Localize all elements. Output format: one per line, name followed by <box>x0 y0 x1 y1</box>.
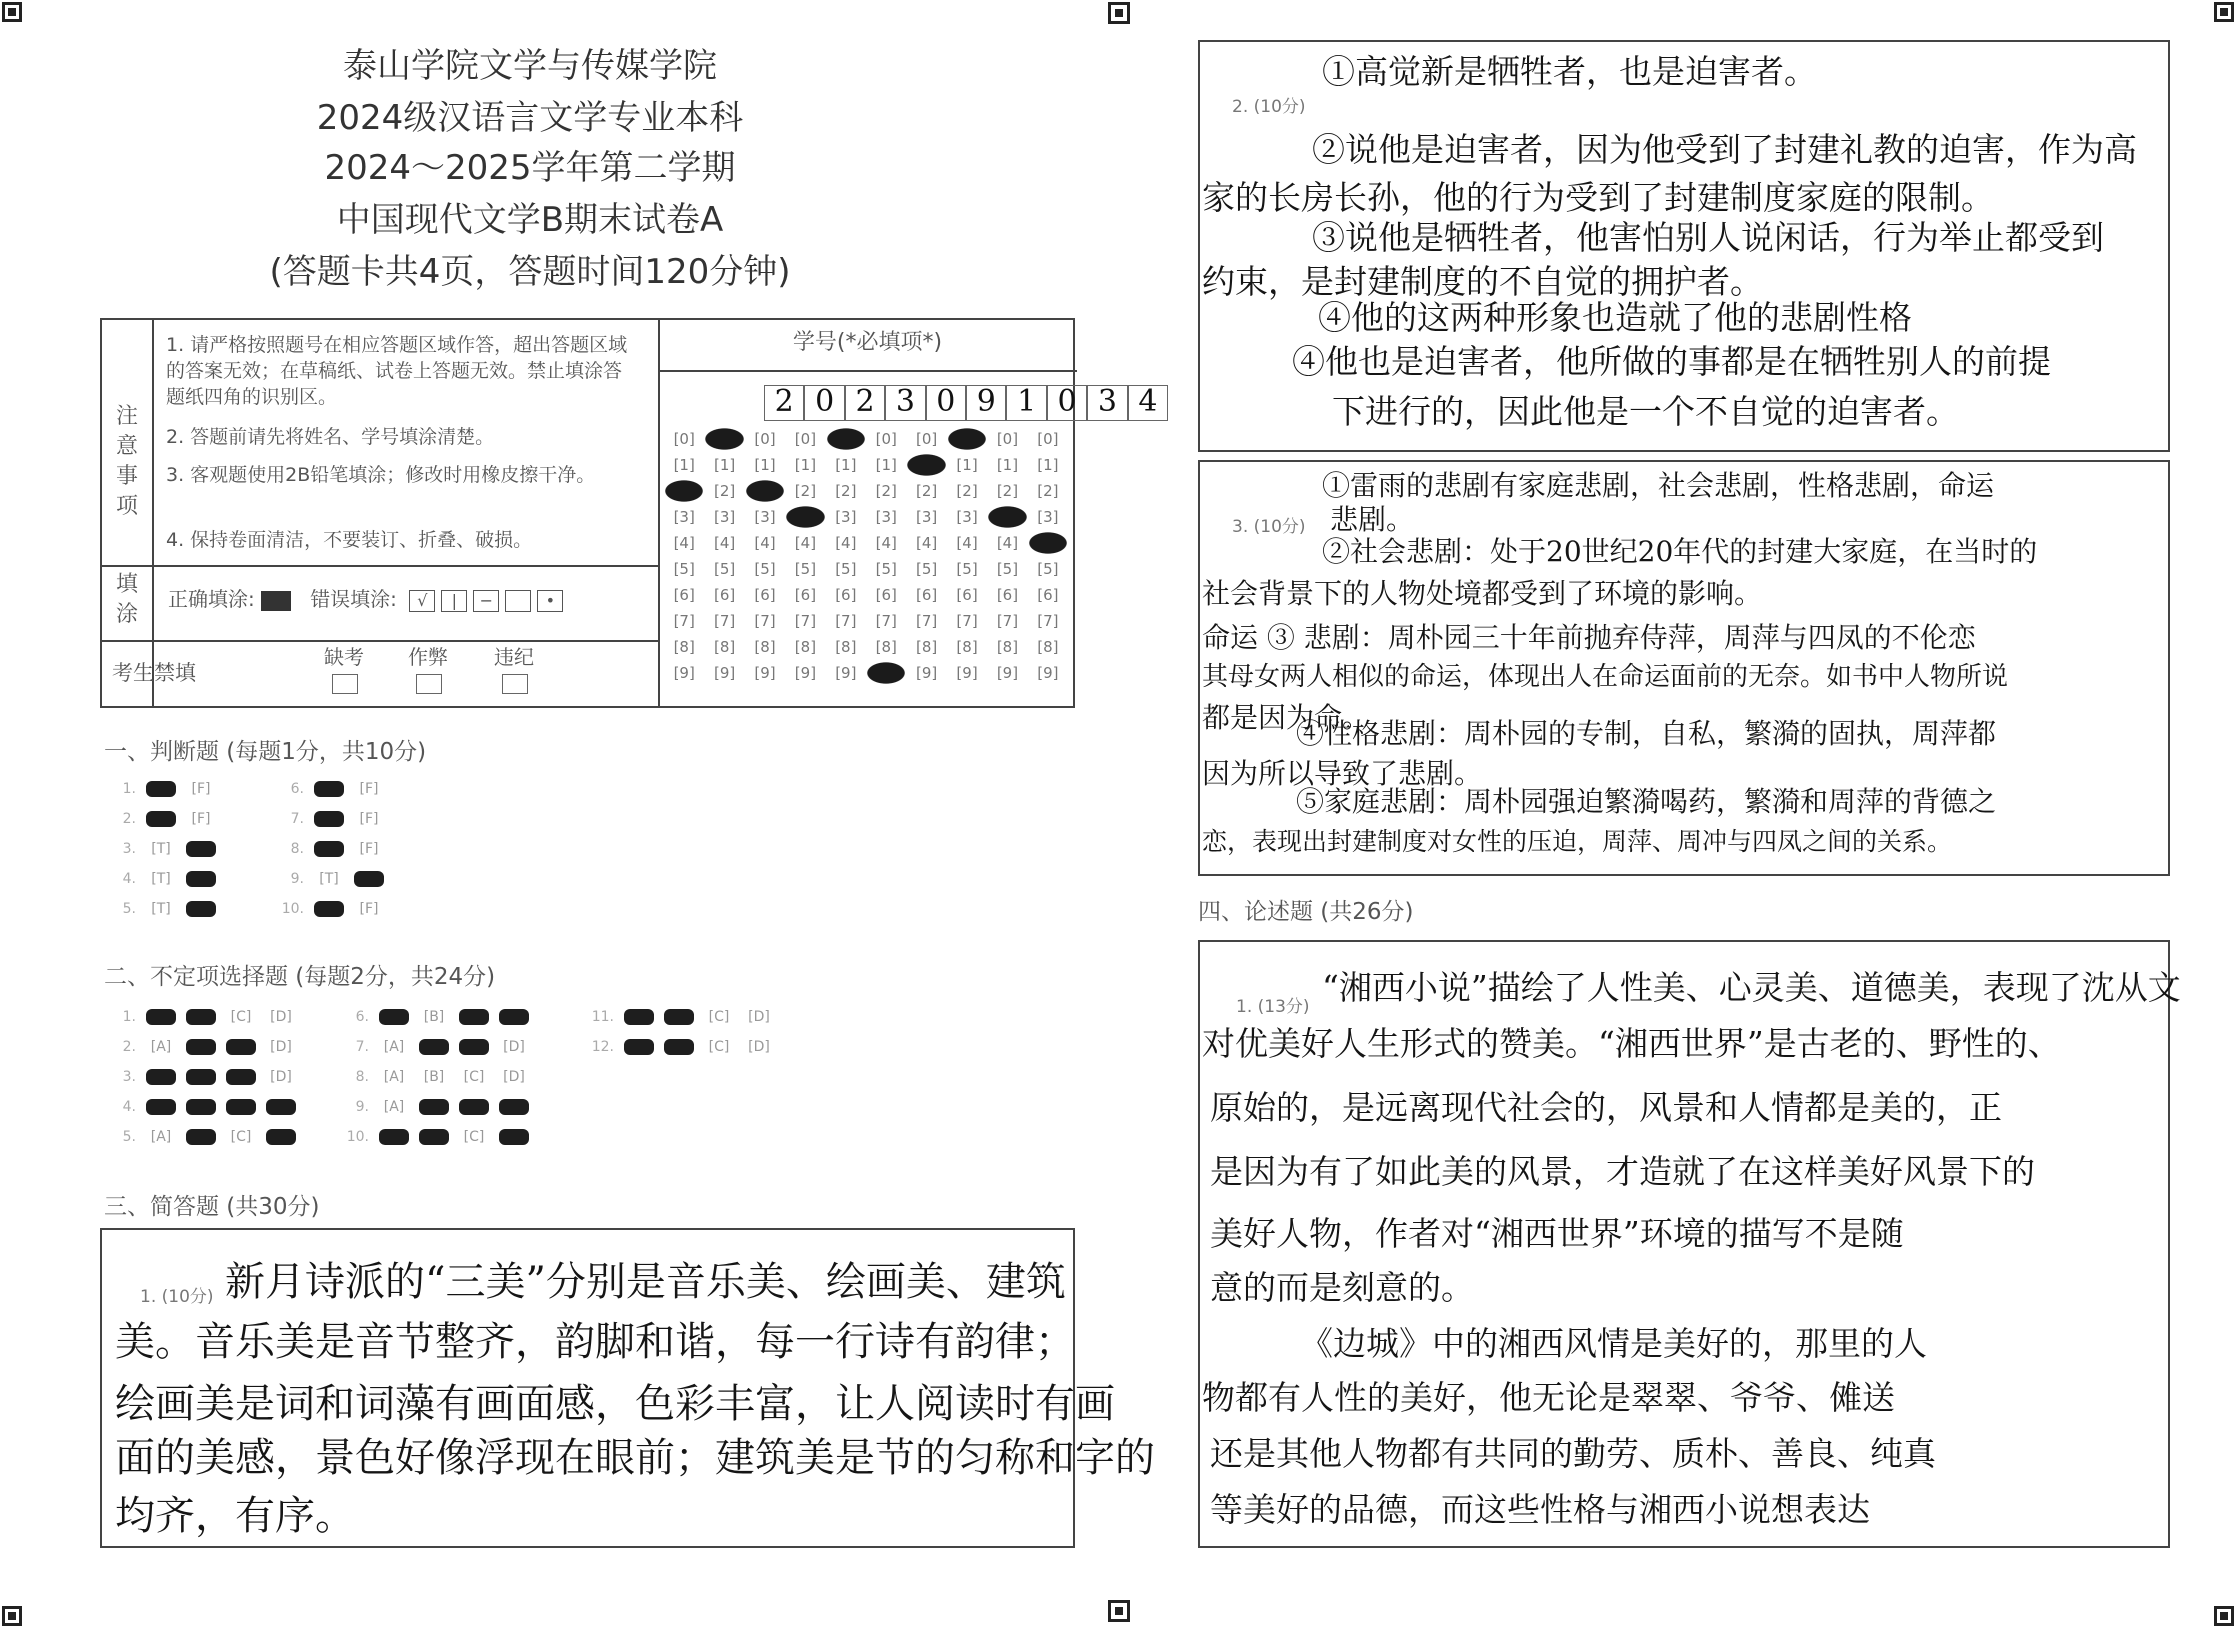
id-bubble[interactable]: [2] <box>996 482 1019 500</box>
bubble-row <box>664 660 1068 686</box>
choice-row <box>112 1122 296 1152</box>
bubble-row <box>664 452 1068 478</box>
id-bubble[interactable]: [7] <box>916 612 938 630</box>
filled-bubble[interactable] <box>624 1009 654 1025</box>
id-bubble[interactable]: [0] <box>916 430 938 448</box>
corner-mark-icon <box>1108 2 1130 24</box>
option-bubble[interactable]: [A] <box>383 1039 405 1055</box>
choice-row <box>345 1122 529 1152</box>
id-bubble[interactable] <box>1028 530 1068 556</box>
filled-bubble[interactable] <box>186 1009 216 1025</box>
bubble-row <box>664 530 1068 556</box>
id-bubble[interactable]: [3] <box>754 508 776 526</box>
option-bubble[interactable]: [A] <box>150 1129 172 1145</box>
id-bubble[interactable]: [3] <box>956 508 978 526</box>
notice-item: 3. 客观题使用2B铅笔填涂；修改时用橡皮擦干净。 <box>166 464 596 486</box>
cheat-checkbox[interactable] <box>416 674 442 694</box>
answer-line: 原始的，是远离现代社会的，风景和人情都是美的，正 <box>1210 1088 2002 1127</box>
answer-line: 等美好的品德，而这些性格与湘西小说想表达 <box>1210 1490 1870 1529</box>
id-bubble[interactable]: [8] <box>794 638 817 656</box>
id-bubble[interactable] <box>826 426 866 452</box>
id-bubble[interactable]: [5] <box>875 560 897 578</box>
question-number: 3. <box>122 1069 136 1085</box>
question-number: 7. <box>290 811 304 827</box>
option-bubble[interactable]: [F] <box>359 841 379 857</box>
choice-row <box>590 1002 774 1032</box>
id-bubble[interactable]: [2] <box>916 482 938 500</box>
answer-line: 物都有人性的美好，他无论是翠翠、爷爷、傩送 <box>1202 1378 1895 1417</box>
filled-bubble[interactable] <box>314 841 344 857</box>
question-number: 5. <box>122 901 136 917</box>
question-number: 8. <box>290 841 304 857</box>
option-bubble[interactable]: [B] <box>423 1069 445 1085</box>
id-bubble[interactable]: [6] <box>956 586 978 604</box>
id-bubble[interactable]: [1] <box>956 456 978 474</box>
id-bubble[interactable]: [0] <box>794 430 817 448</box>
choice-row <box>345 1092 529 1122</box>
id-bubble[interactable]: [5] <box>996 560 1019 578</box>
id-bubble[interactable]: [5] <box>916 560 938 578</box>
id-bubble[interactable]: [3] <box>835 508 857 526</box>
id-bubble[interactable]: [6] <box>916 586 938 604</box>
id-bubble[interactable]: [8] <box>673 638 695 656</box>
question-number: 3. <box>122 841 136 857</box>
id-bubble[interactable]: [1] <box>835 456 857 474</box>
answer-line: 社会背景下的人物处境都受到了环境的影响。 <box>1202 577 1763 610</box>
id-bubble[interactable]: [4] <box>956 534 978 552</box>
bubble-row <box>664 582 1068 608</box>
fill-examples: 正确填涂: 错误填涂: √ | − • <box>168 586 563 612</box>
id-bubble[interactable]: [1] <box>673 456 695 474</box>
id-bubble[interactable]: [6] <box>996 586 1019 604</box>
option-bubble[interactable]: [T] <box>151 871 171 887</box>
judge-row <box>280 894 384 924</box>
question-number: 1. <box>122 1009 136 1025</box>
choice-row <box>112 1002 296 1032</box>
id-bubble[interactable]: [9] <box>673 664 695 682</box>
filled-bubble[interactable] <box>419 1099 449 1115</box>
question-number: 6. <box>355 1009 369 1025</box>
corner-mark-icon <box>2214 1606 2234 1626</box>
id-bubble[interactable] <box>664 478 704 504</box>
id-bubble[interactable]: [5] <box>754 560 776 578</box>
filled-bubble[interactable] <box>459 1099 489 1115</box>
answer-line: 下进行的，因此他是一个不自觉的迫害者。 <box>1332 392 1959 431</box>
id-bubble[interactable]: [7] <box>754 612 776 630</box>
id-bubble[interactable]: [4] <box>875 534 897 552</box>
answer-line: 恋，表现出封建制度对女性的压迫，周萍、周冲与四凤之间的关系。 <box>1202 827 1953 856</box>
filled-bubble[interactable] <box>314 901 344 917</box>
violation-checkbox[interactable] <box>502 674 528 694</box>
id-bubble[interactable]: [6] <box>875 586 897 604</box>
notice-label: 注 意 事 项 <box>115 404 138 519</box>
filled-bubble[interactable] <box>459 1039 489 1055</box>
id-bubble[interactable]: [1] <box>996 456 1019 474</box>
filled-bubble[interactable] <box>266 1099 296 1115</box>
judge-column[interactable] <box>280 774 384 924</box>
answer-line: 意的而是刻意的。 <box>1210 1268 1474 1307</box>
choice-row <box>112 1092 296 1122</box>
question-label: 2. (10分) <box>1232 97 1306 117</box>
id-bubble[interactable]: [5] <box>835 560 857 578</box>
fill-label: 填 涂 <box>115 572 138 627</box>
filled-bubble[interactable] <box>186 1039 216 1055</box>
option-bubble[interactable]: [A] <box>383 1069 405 1085</box>
answer-line: 家的长房长孙，他的行为受到了封建制度家庭的限制。 <box>1202 178 1994 217</box>
correct-fill-sample <box>261 591 291 611</box>
id-bubble[interactable]: [4] <box>916 534 938 552</box>
id-bubble[interactable]: [3] <box>713 508 736 526</box>
corner-mark-icon <box>2 1606 22 1626</box>
choice-column[interactable] <box>345 1002 529 1152</box>
question-number: 5. <box>122 1129 136 1145</box>
choice-row <box>590 1032 774 1062</box>
filled-bubble[interactable] <box>379 1009 409 1025</box>
filled-bubble[interactable] <box>419 1129 449 1145</box>
option-bubble[interactable]: [T] <box>151 841 171 857</box>
id-bubble[interactable]: [7] <box>794 612 817 630</box>
answer-line: 均齐，有序。 <box>115 1493 355 1539</box>
id-bubble[interactable] <box>987 504 1027 530</box>
filled-bubble[interactable] <box>314 811 344 827</box>
option-bubble[interactable]: [A] <box>150 1039 172 1055</box>
id-bubble[interactable]: [5] <box>794 560 817 578</box>
id-bubble[interactable]: [3] <box>1037 508 1059 526</box>
judge-row <box>112 894 216 924</box>
question-number: 9. <box>355 1099 369 1115</box>
judge-row <box>280 774 384 804</box>
student-id-digits: 2 0 2 3 0 9 1 0 3 4 <box>764 385 1168 419</box>
question-number: 11. <box>591 1009 614 1025</box>
question-number: 9. <box>290 871 304 887</box>
choice-row <box>345 1032 529 1062</box>
filled-bubble[interactable] <box>146 1009 176 1025</box>
id-bubble[interactable]: [8] <box>875 638 897 656</box>
id-bubble[interactable]: [3] <box>916 508 938 526</box>
id-bubble[interactable]: [7] <box>673 612 695 630</box>
question-label: 1. (10分) <box>140 1287 214 1307</box>
answer-line: “湘西小说”描绘了人性美、心灵美、道德美，表现了沈从文 <box>1322 968 2181 1007</box>
section-essay: 四、论述题 (共26分) <box>1198 899 1414 925</box>
id-bubble[interactable]: [6] <box>835 586 857 604</box>
id-bubble[interactable]: [2] <box>875 482 897 500</box>
exam-title: 中国现代文学B期末试卷A <box>336 200 724 240</box>
option-bubble[interactable]: [D] <box>270 1039 292 1055</box>
id-bubble[interactable]: [9] <box>835 664 857 682</box>
question-number: 8. <box>355 1069 369 1085</box>
exam-note: (答题卡共4页，答题时间120分钟) <box>269 252 791 292</box>
question-number: 2. <box>122 811 136 827</box>
question-number: 10. <box>281 901 304 917</box>
filled-bubble[interactable] <box>186 841 216 857</box>
corner-mark-icon <box>1108 1600 1130 1622</box>
option-bubble[interactable]: [C] <box>230 1129 252 1145</box>
choice-row <box>345 1002 529 1032</box>
filled-bubble[interactable] <box>354 871 384 887</box>
answer-line: ④他也是迫害者，他所做的事都是在牺牲别人的前提 <box>1292 342 2051 381</box>
choice-row <box>112 1062 296 1092</box>
id-bubble[interactable]: [1] <box>1037 456 1059 474</box>
judge-row <box>280 864 384 894</box>
id-bubble[interactable]: [6] <box>754 586 776 604</box>
filled-bubble[interactable] <box>499 1099 529 1115</box>
filled-bubble[interactable] <box>146 781 176 797</box>
id-bubble[interactable]: [0] <box>754 430 776 448</box>
id-bubble[interactable]: [5] <box>1037 560 1059 578</box>
id-bubble[interactable] <box>866 660 906 686</box>
choice-column[interactable] <box>112 1002 296 1152</box>
absent-option: 缺考 <box>324 645 364 669</box>
judge-row <box>112 774 216 804</box>
filled-bubble[interactable] <box>624 1039 654 1055</box>
judge-row <box>112 864 216 894</box>
filled-bubble[interactable] <box>419 1039 449 1055</box>
question-label: 3. (10分) <box>1232 517 1306 537</box>
answer-line: ②说他是迫害者，因为他受到了封建礼教的迫害，作为高 <box>1312 130 2137 169</box>
judge-row <box>280 834 384 864</box>
id-bubble[interactable]: [2] <box>956 482 978 500</box>
id-bubble[interactable]: [0] <box>996 430 1019 448</box>
bubble-row <box>664 426 1068 452</box>
filled-bubble[interactable] <box>499 1129 529 1145</box>
id-bubble[interactable]: [7] <box>956 612 978 630</box>
judge-row <box>280 804 384 834</box>
id-bubble[interactable]: [1] <box>875 456 897 474</box>
id-bubble[interactable]: [4] <box>996 534 1019 552</box>
option-bubble[interactable]: [F] <box>191 811 211 827</box>
question-number: 4. <box>122 1099 136 1115</box>
filled-bubble[interactable] <box>459 1009 489 1025</box>
option-bubble[interactable]: [C] <box>463 1129 485 1145</box>
filled-bubble[interactable] <box>226 1069 256 1085</box>
question-number: 6. <box>290 781 304 797</box>
filled-bubble[interactable] <box>664 1039 694 1055</box>
option-bubble[interactable]: [D] <box>748 1009 770 1025</box>
answer-line: 面的美感，景色好像浮现在眼前；建筑美是节的匀称和字的 <box>115 1435 1155 1481</box>
filled-bubble[interactable] <box>226 1039 256 1055</box>
cheat-option: 作弊 <box>408 645 448 669</box>
section-judge: 一、判断题 (每题1分，共10分) <box>104 739 427 765</box>
filled-bubble[interactable] <box>379 1129 409 1145</box>
filled-bubble[interactable] <box>664 1009 694 1025</box>
id-bubble[interactable]: [8] <box>1037 638 1059 656</box>
answer-line: 因为所以导致了悲剧。 <box>1202 757 1483 790</box>
option-bubble[interactable]: [F] <box>359 901 379 917</box>
id-bubble[interactable]: [4] <box>754 534 776 552</box>
answer-line: 还是其他人物都有共同的勤劳、质朴、善良、纯真 <box>1210 1434 1936 1473</box>
filled-bubble[interactable] <box>499 1009 529 1025</box>
id-bubble[interactable]: [8] <box>996 638 1019 656</box>
answer-line: 约束，是封建制度的不自觉的拥护者。 <box>1202 262 1763 301</box>
filled-bubble[interactable] <box>146 811 176 827</box>
id-bubble[interactable]: [4] <box>794 534 817 552</box>
id-bubble[interactable]: [6] <box>794 586 817 604</box>
id-bubble[interactable] <box>947 426 987 452</box>
option-bubble[interactable]: [F] <box>191 781 211 797</box>
notice-item: 4. 保持卷面清洁，不要装订、折叠、破损。 <box>166 529 533 551</box>
answer-line: ③说他是牺牲者，他害怕别人说闲话，行为举止都受到 <box>1312 218 2104 257</box>
answer-line: 对优美好人生形式的赞美。“湘西世界”是古老的、野性的、 <box>1202 1024 2061 1063</box>
id-bubble[interactable]: [7] <box>1037 612 1059 630</box>
id-bubble[interactable]: [9] <box>713 664 736 682</box>
id-bubble[interactable]: [8] <box>835 638 857 656</box>
id-bubble[interactable]: [2] <box>713 482 736 500</box>
id-bubble[interactable]: [9] <box>916 664 938 682</box>
answer-line: ②社会悲剧：处于20世纪20年代的封建大家庭，在当时的 <box>1322 535 2038 568</box>
option-bubble[interactable]: [C] <box>230 1009 252 1025</box>
id-bubble[interactable]: [5] <box>713 560 736 578</box>
id-bubble[interactable] <box>745 478 785 504</box>
answer-line: ①雷雨的悲剧有家庭悲剧，社会悲剧，性格悲剧，命运 <box>1322 469 1995 502</box>
option-bubble[interactable]: [T] <box>151 901 171 917</box>
student-id-bubbles[interactable] <box>664 426 1068 686</box>
id-bubble[interactable]: [1] <box>754 456 776 474</box>
corner-mark-icon <box>2 2 22 22</box>
option-bubble[interactable]: [A] <box>383 1099 405 1115</box>
term-title: 2024～2025学年第二学期 <box>324 148 736 188</box>
question-number: 10. <box>346 1129 369 1145</box>
judge-row <box>112 804 216 834</box>
question-number: 1. <box>122 781 136 797</box>
id-bubble[interactable] <box>785 504 825 530</box>
id-bubble[interactable]: [7] <box>713 612 736 630</box>
option-bubble[interactable]: [D] <box>503 1039 525 1055</box>
discipline-label: 考生禁填 <box>112 661 196 685</box>
id-bubble[interactable] <box>906 452 946 478</box>
question-number: 7. <box>355 1039 369 1055</box>
notice-item: 1. 请严格按照题号在相应答题区域作答，超出答题区域的答案无效；在草稿纸、试卷上答题无效。禁止填涂答题纸四角的识别区。 <box>166 334 628 408</box>
answer-line: ④他的这两种形象也造就了他的悲剧性格 <box>1318 298 1912 337</box>
id-bubble[interactable]: [9] <box>1037 664 1059 682</box>
option-bubble[interactable]: [D] <box>270 1009 292 1025</box>
answer-line: 美好人物，作者对“湘西世界”环境的描写不是随 <box>1210 1214 1904 1253</box>
bubble-row <box>664 504 1068 530</box>
id-bubble[interactable]: [5] <box>956 560 978 578</box>
answer-line: 悲剧。 <box>1330 503 1415 536</box>
id-bubble[interactable]: [8] <box>956 638 978 656</box>
judge-column[interactable] <box>112 774 216 924</box>
question-label: 1. (13分) <box>1236 997 1310 1017</box>
answer-line: 绘画美是词和词藻有画面感，色彩丰富，让人阅读时有画 <box>115 1381 1115 1427</box>
bubble-row <box>664 556 1068 582</box>
major-title: 2024级汉语言文学专业本科 <box>316 98 744 138</box>
absent-checkbox[interactable] <box>332 674 358 694</box>
option-bubble[interactable]: [C] <box>708 1009 730 1025</box>
corner-mark-icon <box>2214 2 2234 22</box>
answer-line: ⑤家庭悲剧：周朴园强迫繁漪喝药，繁漪和周萍的背德之 <box>1296 785 1997 818</box>
id-bubble[interactable]: [6] <box>673 586 695 604</box>
violation-option: 违纪 <box>494 645 534 669</box>
option-bubble[interactable]: [F] <box>359 781 379 797</box>
id-bubble[interactable]: [9] <box>754 664 776 682</box>
answer-line: ④性格悲剧：周朴园的专制，自私，繁漪的固执，周萍都 <box>1296 717 1997 750</box>
filled-bubble[interactable] <box>186 901 216 917</box>
filled-bubble[interactable] <box>266 1129 296 1145</box>
bubble-row <box>664 634 1068 660</box>
id-bubble[interactable]: [0] <box>875 430 897 448</box>
option-bubble[interactable]: [F] <box>359 811 379 827</box>
answer-line: 其母女两人相似的命运，体现出人在命运面前的无奈。如书中人物所说 <box>1202 662 2009 692</box>
id-bubble[interactable] <box>704 426 744 452</box>
question-number: 2. <box>122 1039 136 1055</box>
option-bubble[interactable]: [D] <box>270 1069 292 1085</box>
option-bubble[interactable]: [D] <box>748 1039 770 1055</box>
id-bubble[interactable]: [9] <box>794 664 817 682</box>
id-bubble[interactable]: [7] <box>875 612 897 630</box>
option-bubble[interactable]: [B] <box>423 1009 445 1025</box>
id-bubble[interactable]: [2] <box>1037 482 1059 500</box>
id-bubble[interactable]: [9] <box>996 664 1019 682</box>
id-bubble[interactable]: [8] <box>713 638 736 656</box>
filled-bubble[interactable] <box>186 1129 216 1145</box>
filled-bubble[interactable] <box>186 1099 216 1115</box>
choice-row <box>345 1062 529 1092</box>
notice-item: 2. 答题前请先将姓名、学号填涂清楚。 <box>166 426 495 448</box>
id-bubble[interactable]: [6] <box>1037 586 1059 604</box>
filled-bubble[interactable] <box>186 1069 216 1085</box>
question-number: 12. <box>591 1039 614 1055</box>
bubble-row <box>664 478 1068 504</box>
option-bubble[interactable]: [C] <box>463 1069 485 1085</box>
id-bubble[interactable]: [8] <box>754 638 776 656</box>
id-bubble[interactable]: [1] <box>713 456 736 474</box>
id-bubble[interactable]: [4] <box>713 534 736 552</box>
id-bubble[interactable]: [0] <box>1037 430 1059 448</box>
id-bubble[interactable]: [7] <box>835 612 857 630</box>
id-bubble[interactable]: [3] <box>875 508 897 526</box>
id-bubble[interactable]: [4] <box>835 534 857 552</box>
section-short: 三、简答题 (共30分) <box>104 1194 320 1220</box>
choice-row <box>112 1032 296 1062</box>
option-bubble[interactable]: [T] <box>319 871 339 887</box>
id-bubble[interactable]: [7] <box>996 612 1019 630</box>
id-bubble[interactable]: [9] <box>956 664 978 682</box>
id-bubble[interactable]: [4] <box>673 534 695 552</box>
bubble-row <box>664 608 1068 634</box>
filled-bubble[interactable] <box>146 1069 176 1085</box>
filled-bubble[interactable] <box>186 871 216 887</box>
option-bubble[interactable]: [C] <box>708 1039 730 1055</box>
answer-line: ①高觉新是牺牲者，也是迫害者。 <box>1322 52 1817 91</box>
id-bubble[interactable]: [5] <box>673 560 695 578</box>
filled-bubble[interactable] <box>314 781 344 797</box>
answer-line: 新月诗派的“三美”分别是音乐美、绘画美、建筑 <box>225 1259 1066 1305</box>
id-bubble[interactable]: [6] <box>713 586 736 604</box>
answer-line: 是因为有了如此美的风景，才造就了在这样美好风景下的 <box>1210 1152 2035 1191</box>
student-id-title: 学号(*必填项*) <box>792 330 943 355</box>
option-bubble[interactable]: [D] <box>503 1069 525 1085</box>
filled-bubble[interactable] <box>146 1099 176 1115</box>
answer-line: 美。音乐美是音节整齐，韵脚和谐，每一行诗有韵律； <box>115 1319 1075 1365</box>
answer-line: 命运 ③ 悲剧：周朴园三十年前抛弃侍萍，周萍与四凤的不伦恋 <box>1202 621 1976 654</box>
id-bubble[interactable]: [1] <box>794 456 817 474</box>
id-bubble[interactable]: [2] <box>794 482 817 500</box>
question-number: 4. <box>122 871 136 887</box>
school-title: 泰山学院文学与传媒学院 <box>343 46 717 86</box>
answer-line: 《边城》中的湘西风情是美好的，那里的人 <box>1300 1324 1927 1363</box>
id-bubble[interactable]: [0] <box>673 430 695 448</box>
filled-bubble[interactable] <box>226 1099 256 1115</box>
judge-row <box>112 834 216 864</box>
id-bubble[interactable]: [8] <box>916 638 938 656</box>
id-bubble[interactable]: [3] <box>673 508 695 526</box>
choice-column[interactable] <box>590 1002 774 1062</box>
answer-line: 都是因为命。 <box>1202 701 1371 734</box>
section-choice: 二、不定项选择题 (每题2分，共24分) <box>104 964 496 990</box>
id-bubble[interactable]: [2] <box>835 482 857 500</box>
